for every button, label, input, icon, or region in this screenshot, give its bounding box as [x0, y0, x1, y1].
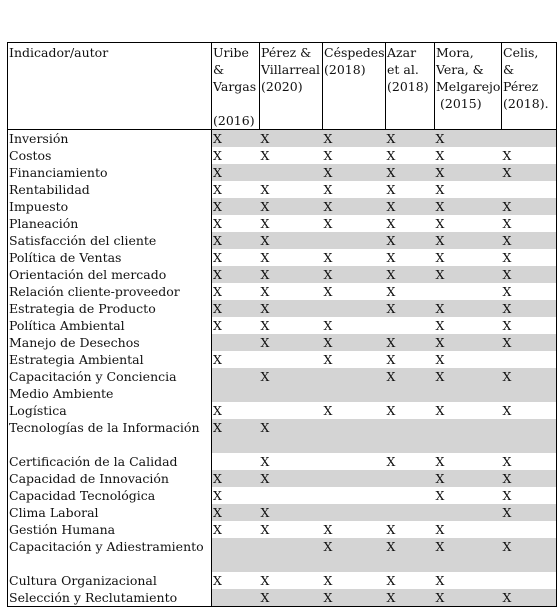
mark-cell: X	[435, 403, 445, 418]
mark-cell: X	[213, 522, 222, 537]
table-row	[8, 300, 557, 317]
mark-cell: X	[386, 250, 396, 265]
mark-cell: X	[435, 232, 502, 249]
mark-cell: X	[323, 250, 333, 265]
mark-cell	[212, 334, 260, 351]
mark-cell: X	[435, 334, 502, 351]
mark-cell: X	[260, 250, 270, 265]
mark-cell	[435, 504, 502, 521]
mark-cell: X	[260, 266, 323, 283]
mark-cell: X	[435, 488, 445, 503]
mark-cell: X	[386, 148, 396, 163]
indicator-cell: Cultura Organizacional	[8, 572, 212, 589]
mark-cell: X	[386, 573, 396, 588]
mark-cell	[260, 164, 323, 181]
mark-cell: X	[260, 419, 323, 453]
mark-cell: X	[212, 300, 260, 317]
mark-cell: X	[213, 318, 222, 333]
indicator-cell: Satisfacción del cliente	[8, 232, 212, 249]
mark-cell: X	[260, 284, 270, 299]
table-row	[8, 487, 557, 504]
mark-cell: X	[435, 266, 502, 283]
mark-cell: X	[435, 250, 445, 265]
mark-cell: X	[435, 130, 502, 148]
mark-cell: X	[212, 470, 260, 487]
indicator-cell: Capacidad Tecnológica	[8, 487, 212, 504]
mark-cell: X	[435, 300, 502, 317]
indicator-cell: Política de Ventas	[8, 249, 212, 266]
indicator-cell: Gestión Humana	[8, 521, 212, 538]
indicator-cell: Estrategia Ambiental	[8, 351, 212, 368]
mark-cell: X	[435, 522, 445, 537]
indicator-cell: Capacidad de Innovación	[8, 470, 212, 487]
mark-cell: X	[323, 182, 333, 197]
mark-cell: X	[212, 130, 260, 148]
mark-cell: X	[260, 589, 323, 607]
indicator-cell: Orientación del mercado	[8, 266, 212, 283]
indicator-cell: Política Ambiental	[8, 317, 212, 334]
mark-cell: X	[260, 573, 270, 588]
mark-cell: X	[502, 164, 557, 181]
mark-cell: X	[260, 334, 323, 351]
mark-cell: X	[213, 403, 222, 418]
mark-cell	[502, 572, 557, 589]
mark-cell: X	[502, 402, 557, 419]
mark-cell	[386, 470, 435, 487]
mark-cell	[323, 453, 386, 470]
mark-cell	[260, 402, 323, 419]
indicator-cell: Manejo de Desechos	[8, 334, 212, 351]
mark-cell: X	[435, 352, 445, 367]
mark-cell: X	[260, 130, 323, 148]
mark-cell: X	[212, 266, 260, 283]
table-row	[8, 402, 557, 419]
mark-cell: X	[323, 164, 386, 181]
indicator-cell: Rentabilidad	[8, 181, 212, 198]
mark-cell	[502, 351, 557, 368]
mark-cell	[212, 368, 260, 402]
mark-cell: X	[386, 368, 435, 402]
indicator-cell: Inversión	[8, 130, 212, 148]
author-header-mora-vera-melgarejo: Mora, Vera, & Melgarejo (2015)	[435, 43, 502, 130]
table-body	[8, 130, 557, 607]
mark-cell: X	[435, 538, 502, 572]
mark-cell	[435, 419, 502, 453]
mark-cell: X	[212, 232, 260, 249]
mark-cell: X	[502, 198, 557, 215]
mark-cell: X	[213, 284, 222, 299]
mark-cell	[502, 130, 557, 148]
table-row	[8, 538, 557, 572]
mark-cell: X	[386, 232, 435, 249]
indicator-cell: Estrategia de Producto	[8, 300, 212, 317]
mark-cell: X	[386, 334, 435, 351]
table-row	[8, 453, 557, 470]
mark-cell: X	[323, 318, 333, 333]
indicator-author-table	[7, 42, 557, 607]
table-row	[8, 130, 557, 148]
mark-cell: X	[502, 215, 557, 232]
indicator-cell: Capacitación y Adiestramiento	[8, 538, 212, 572]
mark-cell: X	[435, 589, 502, 607]
mark-cell: X	[435, 368, 502, 402]
mark-cell: X	[212, 419, 260, 453]
mark-cell: X	[323, 573, 333, 588]
mark-cell	[260, 351, 323, 368]
indicator-cell: Impuesto	[8, 198, 212, 215]
mark-cell: X	[502, 300, 557, 317]
mark-cell: X	[212, 504, 260, 521]
mark-cell	[212, 589, 260, 607]
mark-cell: X	[435, 198, 502, 215]
mark-cell: X	[212, 164, 260, 181]
mark-cell: X	[386, 403, 396, 418]
author-header-perez-villarreal: Pérez & Villarreal (2020)	[260, 43, 323, 130]
indicator-column-header: Indicador/autor	[8, 43, 212, 130]
mark-cell	[435, 283, 502, 300]
mark-cell	[323, 300, 386, 317]
mark-cell: X	[502, 283, 557, 300]
table-row	[8, 198, 557, 215]
author-header-azar: Azar et al. (2018)	[386, 43, 435, 130]
mark-cell: X	[323, 198, 386, 215]
mark-cell: X	[502, 334, 557, 351]
table-row	[8, 470, 557, 487]
mark-cell: X	[386, 454, 396, 469]
mark-cell: X	[323, 284, 333, 299]
mark-cell: X	[502, 538, 557, 572]
mark-cell: X	[502, 317, 557, 334]
mark-cell: X	[213, 352, 222, 367]
indicator-cell: Relación cliente-proveedor	[8, 283, 212, 300]
table-row	[8, 589, 557, 607]
mark-cell: X	[213, 573, 222, 588]
mark-cell: X	[386, 589, 435, 607]
table-row	[8, 164, 557, 181]
mark-cell: X	[502, 147, 557, 164]
mark-cell: X	[502, 249, 557, 266]
indicator-cell: Tecnologías de la Información	[8, 419, 212, 453]
mark-cell: X	[386, 352, 396, 367]
mark-cell: X	[323, 403, 333, 418]
mark-cell: X	[260, 148, 270, 163]
mark-cell: X	[260, 318, 270, 333]
table-header-row	[8, 43, 557, 130]
mark-cell	[386, 487, 435, 504]
mark-cell: X	[260, 198, 323, 215]
mark-cell: X	[435, 318, 445, 333]
mark-cell: X	[323, 352, 333, 367]
mark-cell: X	[260, 504, 323, 521]
indicator-cell: Selección y Reclutamiento	[8, 589, 212, 607]
mark-cell: X	[435, 164, 502, 181]
mark-cell: X	[212, 198, 260, 215]
mark-cell: X	[502, 453, 557, 470]
mark-cell	[323, 504, 386, 521]
mark-cell: X	[386, 266, 435, 283]
table-row	[8, 351, 557, 368]
mark-cell: X	[386, 164, 435, 181]
table-row	[8, 521, 557, 538]
mark-cell	[260, 487, 323, 504]
mark-cell: X	[323, 130, 386, 148]
table-row	[8, 317, 557, 334]
author-header-uribe-vargas: Uribe & Vargas (2016)	[212, 43, 260, 130]
mark-cell: X	[260, 470, 323, 487]
mark-cell: X	[386, 182, 396, 197]
indicator-cell: Logística	[8, 402, 212, 419]
mark-cell	[260, 538, 323, 572]
mark-cell: X	[323, 589, 386, 607]
table-row	[8, 419, 557, 453]
mark-cell: X	[502, 504, 557, 521]
mark-cell: X	[502, 232, 557, 249]
mark-cell: X	[435, 454, 445, 469]
indicator-cell: Costos	[8, 147, 212, 164]
mark-cell: X	[435, 148, 445, 163]
table-row	[8, 232, 557, 249]
mark-cell: X	[386, 130, 435, 148]
mark-cell: X	[213, 250, 222, 265]
mark-cell: X	[502, 470, 557, 487]
mark-cell: X	[260, 454, 270, 469]
author-header-celis-perez: Celis, & Pérez (2018).	[502, 43, 557, 130]
mark-cell: X	[386, 538, 435, 572]
mark-cell	[386, 504, 435, 521]
table-row	[8, 181, 557, 198]
mark-cell: X	[502, 487, 557, 504]
table-row	[8, 334, 557, 351]
mark-cell: X	[435, 573, 445, 588]
mark-cell	[502, 181, 557, 198]
table-row	[8, 266, 557, 283]
mark-cell: X	[386, 198, 435, 215]
mark-cell: X	[386, 284, 396, 299]
table-row	[8, 283, 557, 300]
mark-cell: X	[213, 488, 222, 503]
table-row	[8, 368, 557, 402]
mark-cell: X	[260, 522, 270, 537]
mark-cell: X	[260, 300, 323, 317]
mark-cell	[212, 453, 260, 470]
table-row	[8, 572, 557, 589]
mark-cell: X	[323, 522, 333, 537]
indicator-cell: Certificación de la Calidad	[8, 453, 212, 470]
table-row	[8, 215, 557, 232]
mark-cell: X	[502, 266, 557, 283]
mark-cell	[502, 419, 557, 453]
mark-cell	[386, 419, 435, 453]
mark-cell	[323, 419, 386, 453]
mark-cell: X	[502, 589, 557, 607]
mark-cell: X	[213, 216, 222, 231]
mark-cell: X	[435, 216, 445, 231]
mark-cell: X	[323, 216, 333, 231]
mark-cell: X	[260, 232, 323, 249]
mark-cell: X	[435, 470, 502, 487]
mark-cell: X	[323, 266, 386, 283]
mark-cell: X	[213, 148, 222, 163]
mark-cell: X	[323, 334, 386, 351]
table-row	[8, 147, 557, 164]
mark-cell	[323, 368, 386, 402]
table-row	[8, 504, 557, 521]
mark-cell: X	[260, 216, 270, 231]
mark-cell: X	[386, 216, 396, 231]
mark-cell	[323, 232, 386, 249]
indicator-cell: Capacitación y Conciencia Medio Ambiente	[8, 368, 212, 402]
indicator-cell: Financiamiento	[8, 164, 212, 181]
mark-cell: X	[213, 182, 222, 197]
mark-cell: X	[323, 148, 333, 163]
mark-cell	[386, 317, 435, 334]
mark-cell: X	[260, 182, 270, 197]
table-row	[8, 249, 557, 266]
mark-cell: X	[323, 538, 386, 572]
author-header-cespedes: Céspedes (2018)	[323, 43, 386, 130]
indicator-cell: Planeación	[8, 215, 212, 232]
mark-cell	[323, 470, 386, 487]
mark-cell	[212, 538, 260, 572]
mark-cell: X	[502, 368, 557, 402]
mark-cell	[323, 487, 386, 504]
mark-cell: X	[260, 368, 323, 402]
mark-cell: X	[386, 300, 435, 317]
indicator-cell: Clima Laboral	[8, 504, 212, 521]
mark-cell: X	[386, 522, 396, 537]
mark-cell: X	[435, 182, 445, 197]
mark-cell	[502, 521, 557, 538]
